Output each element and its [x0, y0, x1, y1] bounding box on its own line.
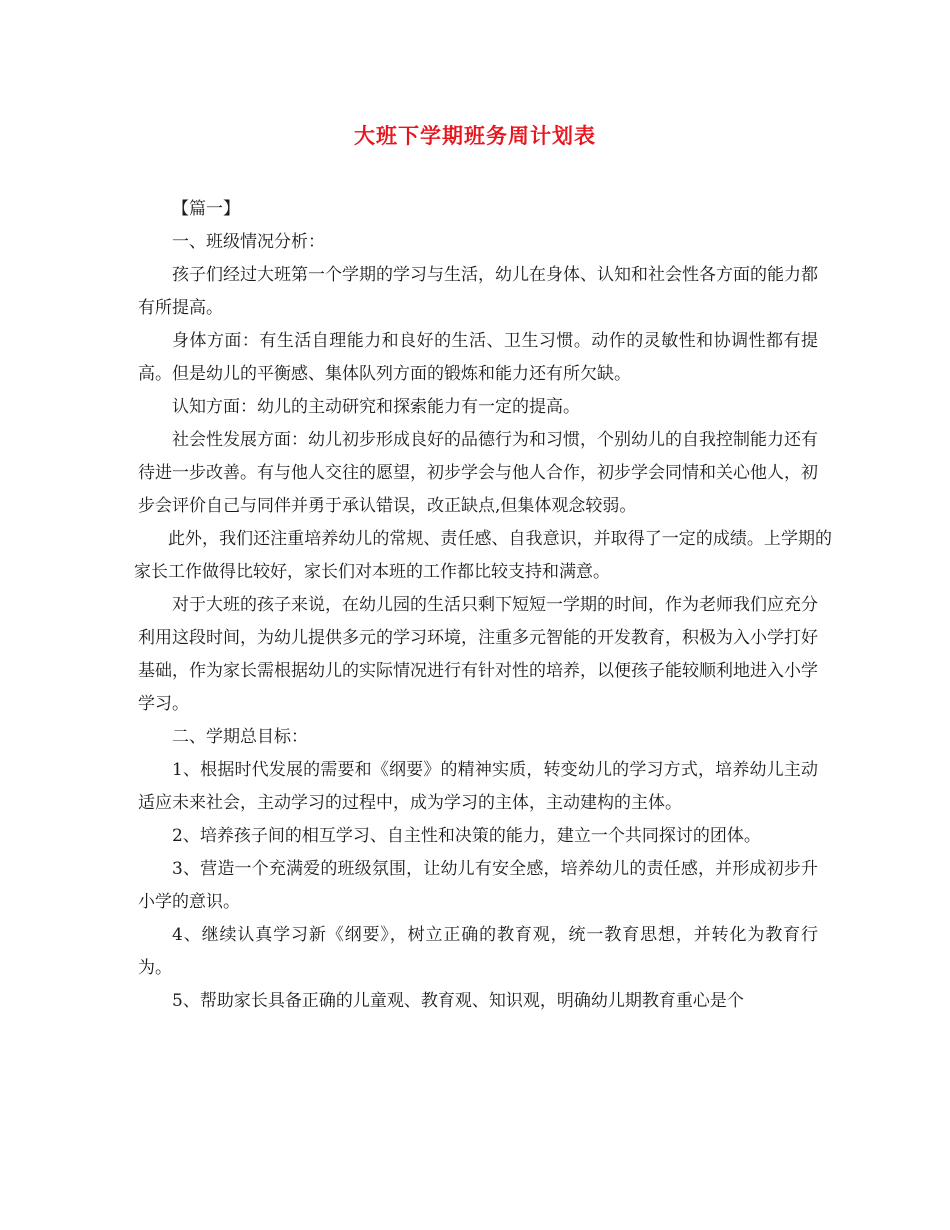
goal-item: 1、根据时代发展的需要和《纲要》的精神实质，转变幼儿的学习方式，培养幼儿主动适应未来社会，主动学习的过程中，成为学习的主体，主动建构的主体。 [138, 760, 818, 813]
section-heading-class-analysis: 一、班级情况分析： [172, 232, 325, 252]
section-label: 【篇一】 [172, 199, 240, 219]
document-title: 大班下学期班务周计划表 [354, 123, 596, 148]
section-heading-semester-goals: 二、学期总目标： [172, 727, 308, 747]
paragraph: 对于大班的孩子来说，在幼儿园的生活只剩下短短一学期的时间，作为老师我们应充分利用这段时间，为幼儿提供多元的学习环境，注重多元智能的开发教育，积极为入小学打好基础，作为家长需根据幼儿的实际情况进行有针对性的培养，以便孩子能较顺利地进入小学学习。 [138, 595, 818, 714]
document-body [134, 193, 832, 1018]
paragraph: 身体方面：有生活自理能力和良好的生活、卫生习惯。动作的灵敏性和协调性都有提高。但是幼儿的平衡感、集体队列方面的锻炼和能力还有所欠缺。 [138, 331, 818, 384]
goal-item: 2、培养孩子间的相互学习、自主性和决策的能力，建立一个共同探讨的团体。 [172, 826, 761, 846]
goal-item: 3、营造一个充满爱的班级氛围，让幼儿有安全感，培养幼儿的责任感，并形成初步升小学的意识。 [138, 859, 818, 912]
paragraph: 孩子们经过大班第一个学期的学习与生活，幼儿在身体、认知和社会性各方面的能力都有所提高。 [138, 265, 818, 318]
paragraph: 社会性发展方面：幼儿初步形成良好的品德行为和习惯，个别幼儿的自我控制能力还有待进一步改善。有与他人交往的愿望，初步学会与他人合作，初步学会同情和关心他人，初步会评价自己与同伴并勇于承认错误，改正缺点,但集体观念较弱。 [138, 430, 818, 516]
goal-item: 5、帮助家长具备正确的儿童观、教育观、知识观，明确幼儿期教育重心是个 [172, 991, 744, 1011]
paragraph: 认知方面：幼儿的主动研究和探索能力有一定的提高。 [172, 397, 580, 417]
paragraph: 此外，我们还注重培养幼儿的常规、责任感、自我意识，并取得了一定的成绩。上学期的家长工作做得比较好，家长们对本班的工作都比较支持和满意。 [134, 529, 832, 582]
goal-item: 4、继续认真学习新《纲要》，树立正确的教育观，统一教育思想，并转化为教育行为。 [138, 925, 818, 978]
